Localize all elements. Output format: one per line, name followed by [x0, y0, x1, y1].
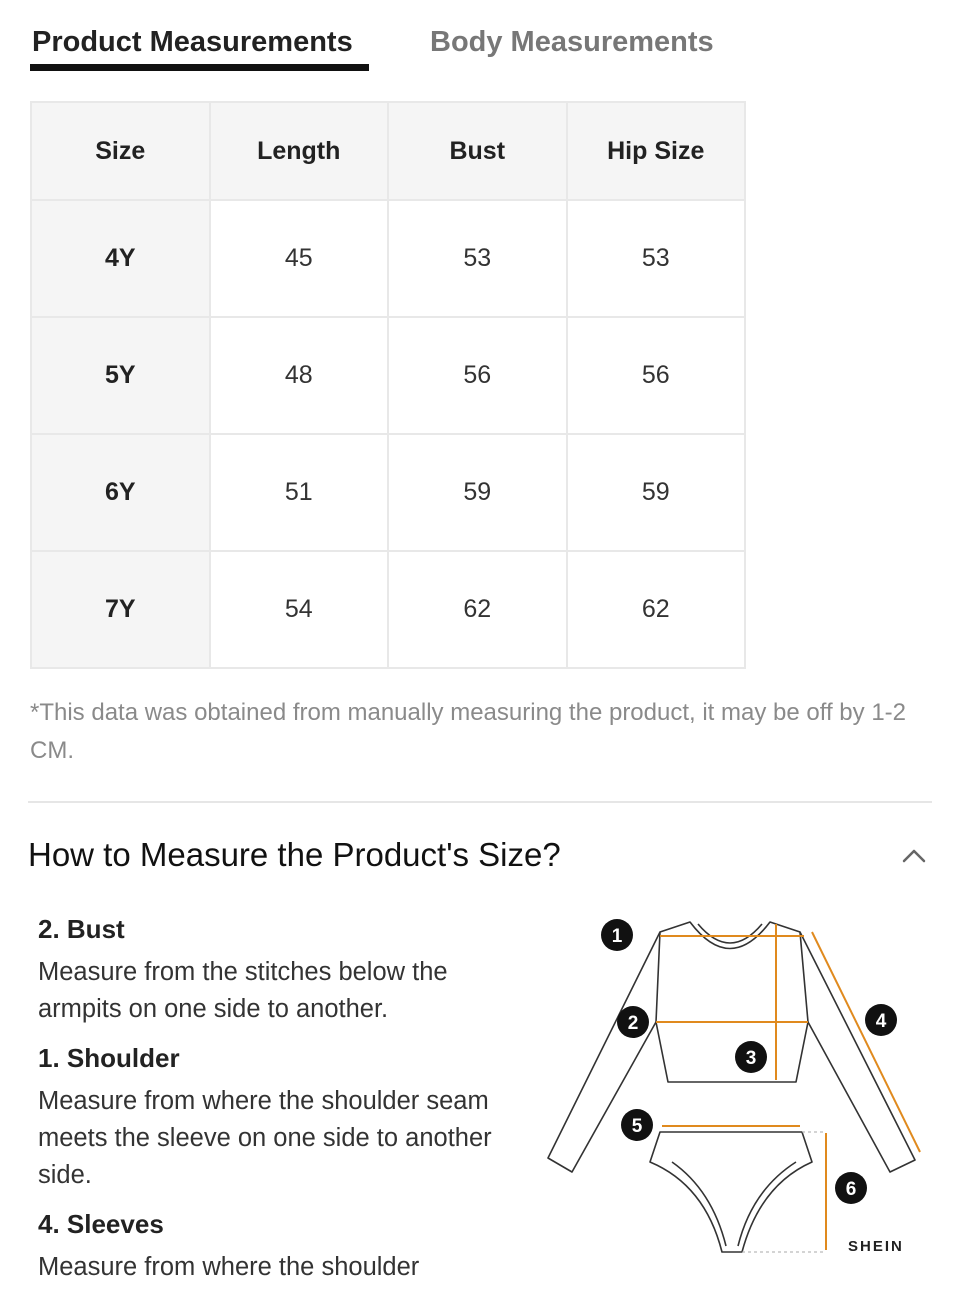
svg-text:3: 3	[745, 1048, 757, 1069]
tab-product-measurements[interactable]: Product Measurements	[32, 26, 353, 58]
marker-1	[601, 919, 633, 951]
svg-text:4: 4	[875, 1011, 887, 1032]
marker-6	[835, 1172, 867, 1204]
table-row	[31, 551, 745, 668]
table-header-row	[31, 102, 745, 200]
step-desc-shoulder: Measure from where the shoulder seam meets the sleeve on one side to another side.	[38, 1087, 492, 1189]
tab-body-measurements[interactable]: Body Measurements	[430, 26, 714, 58]
table-row	[31, 200, 745, 317]
chevron-up-icon[interactable]	[900, 845, 928, 867]
marker-3	[735, 1041, 767, 1073]
hip-size-cell: 56	[567, 317, 746, 434]
marker-5	[621, 1109, 653, 1141]
length-cell: 45	[210, 200, 389, 317]
guide-lines	[742, 1132, 826, 1252]
svg-text:6: 6	[845, 1179, 857, 1200]
bust-cell: 56	[388, 317, 567, 434]
step-title-bust: 2. Bust	[38, 914, 125, 944]
column-header-length: Length	[210, 102, 389, 200]
step-title-sleeves: 4. Sleeves	[38, 1209, 164, 1239]
bust-cell: 53	[388, 200, 567, 317]
step-desc-bust: Measure from the stitches below the armpits on one side to another.	[38, 958, 448, 1023]
bust-cell: 59	[388, 434, 567, 551]
column-header-size: Size	[31, 102, 210, 200]
marker-4	[865, 1004, 897, 1036]
size-table	[30, 101, 746, 669]
brand-logo-text: SHEIN	[848, 1238, 904, 1255]
section-divider	[28, 801, 932, 803]
hip-size-cell: 53	[567, 200, 746, 317]
length-cell: 48	[210, 317, 389, 434]
measurement-disclaimer: *This data was obtained from manually measuring the product, it may be off by 1-2 CM.	[30, 699, 907, 764]
size-cell: 6Y	[31, 434, 210, 551]
length-cell: 54	[210, 551, 389, 668]
column-header-bust: Bust	[388, 102, 567, 200]
table-row	[31, 317, 745, 434]
measurement-lines	[656, 924, 920, 1250]
table-row	[31, 434, 745, 551]
marker-2	[617, 1006, 649, 1038]
swim-bottom-outline	[650, 1132, 812, 1252]
hip-size-cell: 62	[567, 551, 746, 668]
size-cell: 7Y	[31, 551, 210, 668]
svg-text:5: 5	[631, 1116, 643, 1137]
length-cell: 51	[210, 434, 389, 551]
svg-text:2: 2	[627, 1013, 639, 1034]
hip-size-cell: 59	[567, 434, 746, 551]
swim-top-outline	[548, 922, 915, 1172]
size-cell: 4Y	[31, 200, 210, 317]
step-title-shoulder: 1. Shoulder	[38, 1043, 180, 1073]
svg-text:1: 1	[611, 926, 623, 947]
measurement-instructions	[38, 912, 538, 1299]
column-header-hip-size: Hip Size	[567, 102, 746, 200]
how-to-measure-title: How to Measure the Product's Size?	[28, 836, 561, 873]
bust-cell: 62	[388, 551, 567, 668]
size-cell: 5Y	[31, 317, 210, 434]
active-tab-indicator	[30, 64, 369, 71]
step-desc-sleeves: Measure from where the shoulder	[38, 1253, 420, 1281]
garment-diagram	[545, 905, 940, 1265]
